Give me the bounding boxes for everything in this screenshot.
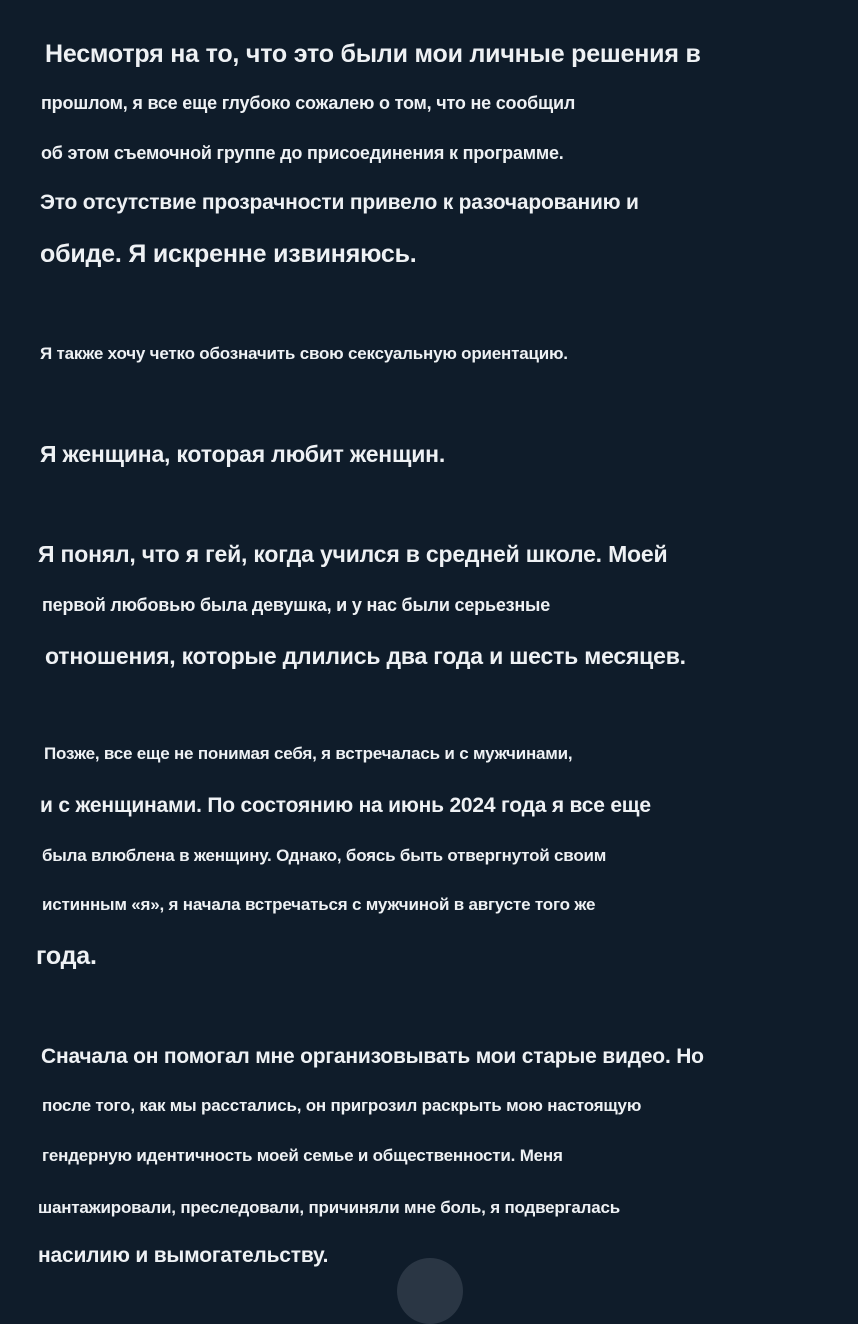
p4-line-1: Я понял, что я гей, когда учился в средней школе. Моей [38, 541, 668, 567]
p4-line-3: отношения, которые длились два года и шесть месяцев. [45, 643, 686, 669]
p6-line-1: Сначала он помогал мне организовывать мои старые видео. Но [41, 1045, 704, 1068]
p1-line-1: Несмотря на то, что это были мои личные решения в [45, 40, 701, 68]
p1-line-3: об этом съемочной группе до присоединения к программе. [41, 143, 564, 163]
p3-line-1: Я женщина, которая любит женщин. [40, 441, 446, 467]
scroll-down-button[interactable] [397, 1258, 463, 1324]
p5-line-5: года. [36, 942, 97, 970]
p1-line-4: Это отсутствие прозрачности привело к разочарованию и [40, 191, 639, 214]
p5-line-2: и с женщинами. По состоянию на июнь 2024 года я все еще [40, 794, 651, 817]
p5-line-1: Позже, все еще не понимая себя, я встречалась и с мужчинами, [44, 744, 573, 763]
p4-line-2: первой любовью была девушка, и у нас были серьезные [42, 595, 551, 615]
p6-line-3: гендерную идентичность моей семье и общественности. Меня [42, 1146, 563, 1165]
p6-line-2: после того, как мы расстались, он пригрозил раскрыть мою настоящую [42, 1096, 642, 1115]
p6-line-4: шантажировали, преследовали, причиняли мне боль, я подвергалась [38, 1198, 621, 1217]
p1-line-5: обиде. Я искренне извиняюсь. [40, 240, 417, 268]
p5-line-4: истинным «я», я начала встречаться с мужчиной в августе того же [42, 895, 596, 914]
p2-line-1: Я также хочу четко обозначить свою сексуальную ориентацию. [40, 344, 568, 363]
p6-line-5: насилию и вымогательству. [38, 1244, 329, 1267]
p5-line-3: была влюблена в женщину. Однако, боясь быть отвергнутой своим [42, 846, 607, 865]
p1-line-2: прошлом, я все еще глубоко сожалею о том, что не сообщил [41, 93, 576, 113]
